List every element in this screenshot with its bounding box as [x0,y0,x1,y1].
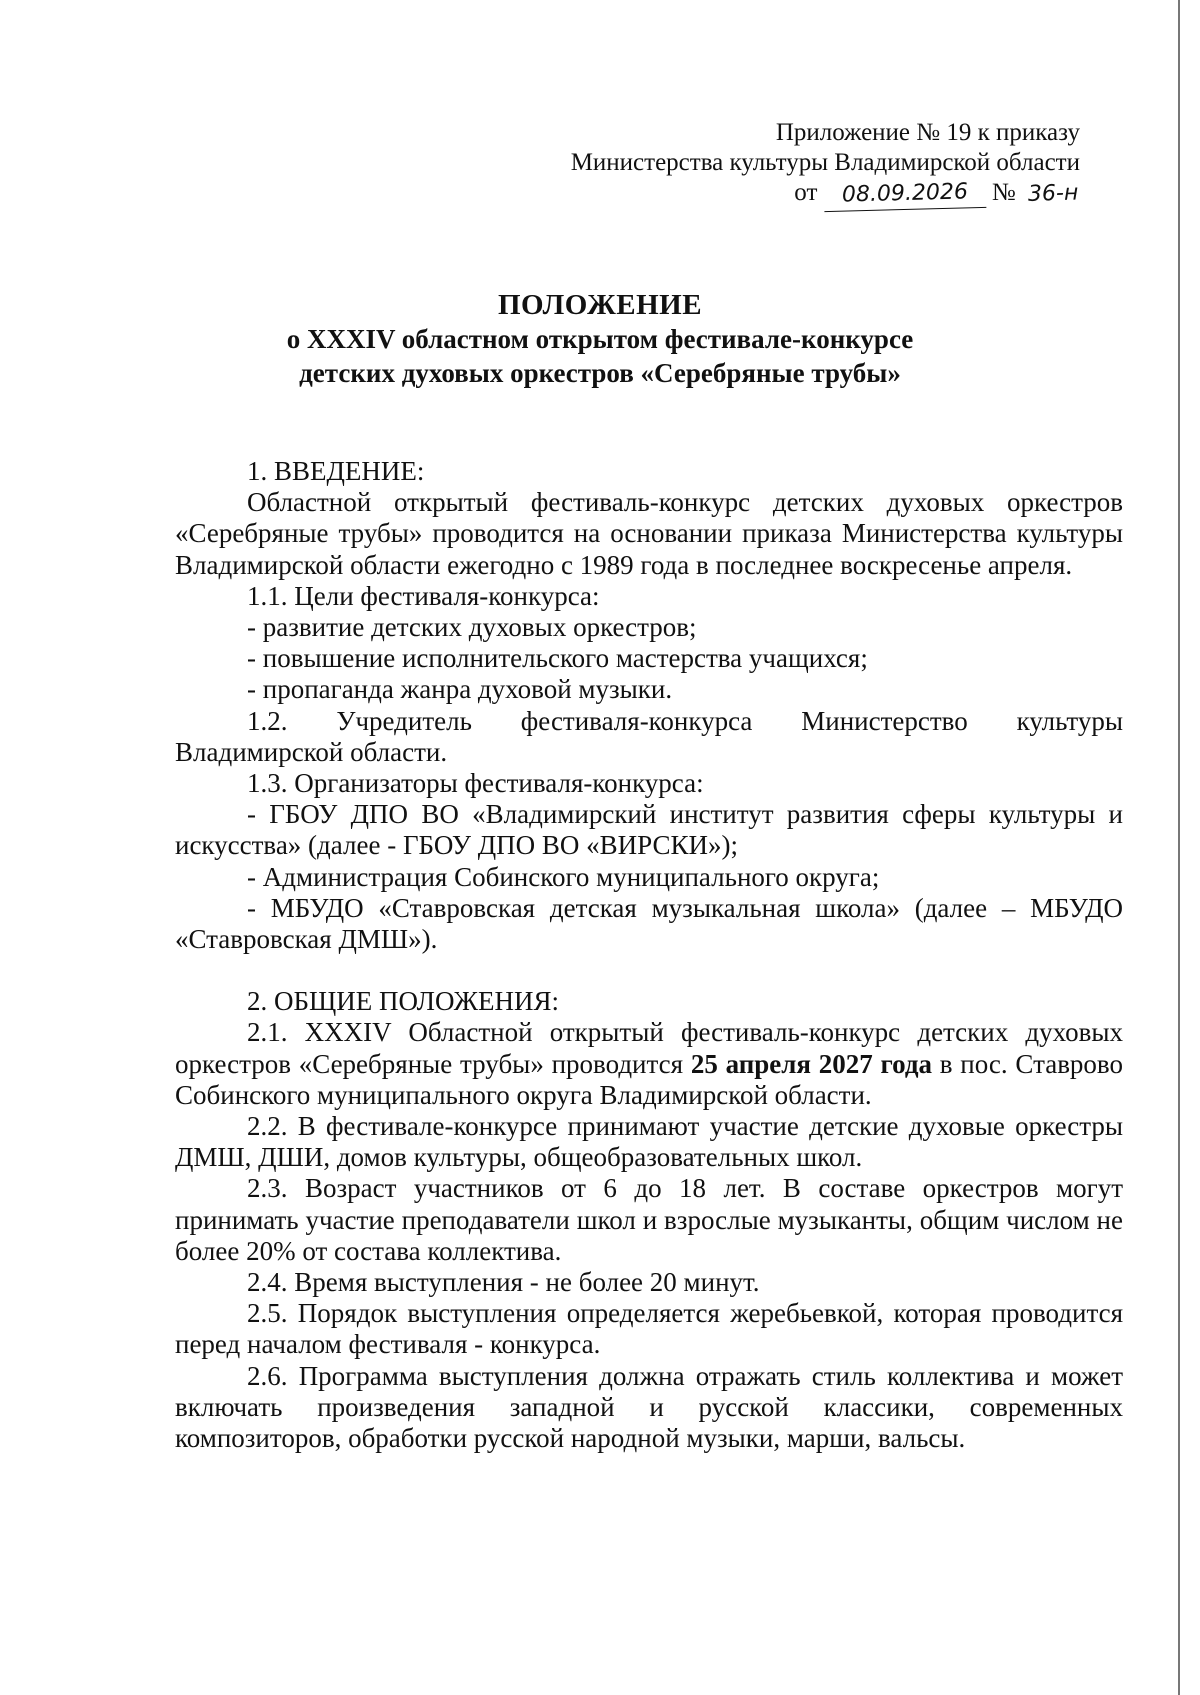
section-gap [175,955,1123,986]
title-line-3: детских духовых оркестров «Серебряные трубы» [299,358,901,388]
goal-item: - пропаганда жанра духовой музыки. [247,674,673,705]
clause-1-2: 1.2. Учредитель фестиваля-конкурса Министерство культуры Владимирской области. [175,705,1123,767]
clause-2-2: 2.2. В фестивале-конкурсе принимают участие детские духовые оркестры ДМШ, ДШИ, домов культуры, общеобразовательных школ. [175,1111,1123,1173]
section-1-heading: 1. ВВЕДЕНИЕ: [247,456,425,486]
goal-item: - повышение исполнительского мастерства учащихся; [247,643,868,674]
order-date: 08.09.2026 [823,177,986,212]
clause-2-1-text-a: 2.1. XXXIV Областной открытый фестиваль-конкурс детских духовых оркестров «Серебряные трубы» проводится [175,1017,1123,1079]
goal-item: - развитие детских духовых оркестров; [247,612,697,643]
clause-2-5: 2.5. Порядок выступления определяется жеребьевкой, которая проводится перед началом фестиваля - конкурса. [175,1298,1123,1360]
clause-2-3: 2.3. Возраст участников от 6 до 18 лет. В составе оркестров могут принимать участие преподаватели школ и взрослые музыканты, общим числом не более 20% от состава коллектива. [175,1173,1123,1266]
event-date: 25 апреля 2027 года [690,1048,933,1079]
clause-2-1-text-b: в пос. Ставрово Собинского муниципального округа Владимирской области. [175,1048,1124,1110]
clause-1-3: 1.3. Организаторы фестиваля-конкурса: [247,768,704,799]
section-2-heading: 2. ОБЩИЕ ПОЛОЖЕНИЯ: [247,986,559,1017]
number-label: № [991,179,1016,206]
appendix-header [571,118,1080,210]
section-1-intro: Областной открытый фестиваль-конкурс детских духовых оркестров «Серебряные трубы» проводится на основании приказа Министерства культуры Владимирской области ежегодно с 1989 года в последнее воскресенье апреля. [175,487,1123,580]
title-line-2: о XXXIV областном открытом фестивале-конкурсе [286,324,914,354]
clause-2-1 [175,1017,1123,1111]
appendix-line-1: Приложение № 19 к приказу [775,119,1080,146]
clause-2-6: 2.6. Программа выступления должна отражать стиль коллектива и может включать произведения западной и русской классики, современных композиторов, обработки русской народной музыки, марши, вальсы. [175,1360,1123,1454]
document-title [0,288,1200,390]
order-number: 36-н [1027,180,1079,207]
title-line-1: ПОЛОЖЕНИЕ [497,289,703,321]
from-label: от [794,179,818,206]
clause-1-1: 1.1. Цели фестиваля-конкурса: [247,580,600,611]
appendix-line-2: Министерства культуры Владимирской области [570,149,1080,176]
organizer-item: - МБУДО «Ставровская детская музыкальная школа» (далее – МБУДО «Ставровская ДМШ»). [175,892,1123,955]
appendix-date-number [571,178,1080,210]
clause-2-4: 2.4. Время выступления - не более 20 минут. [247,1267,760,1298]
scan-edge-line [1178,0,1180,1695]
organizer-item: - ГБОУ ДПО ВО «Владимирский институт развития сферы культуры и искусства» (далее - ГБОУ ДПО ВО «ВИРСКИ»); [175,799,1123,861]
organizer-item: - Администрация Собинского муниципального округа; [247,861,880,892]
document-body [175,456,1123,1454]
